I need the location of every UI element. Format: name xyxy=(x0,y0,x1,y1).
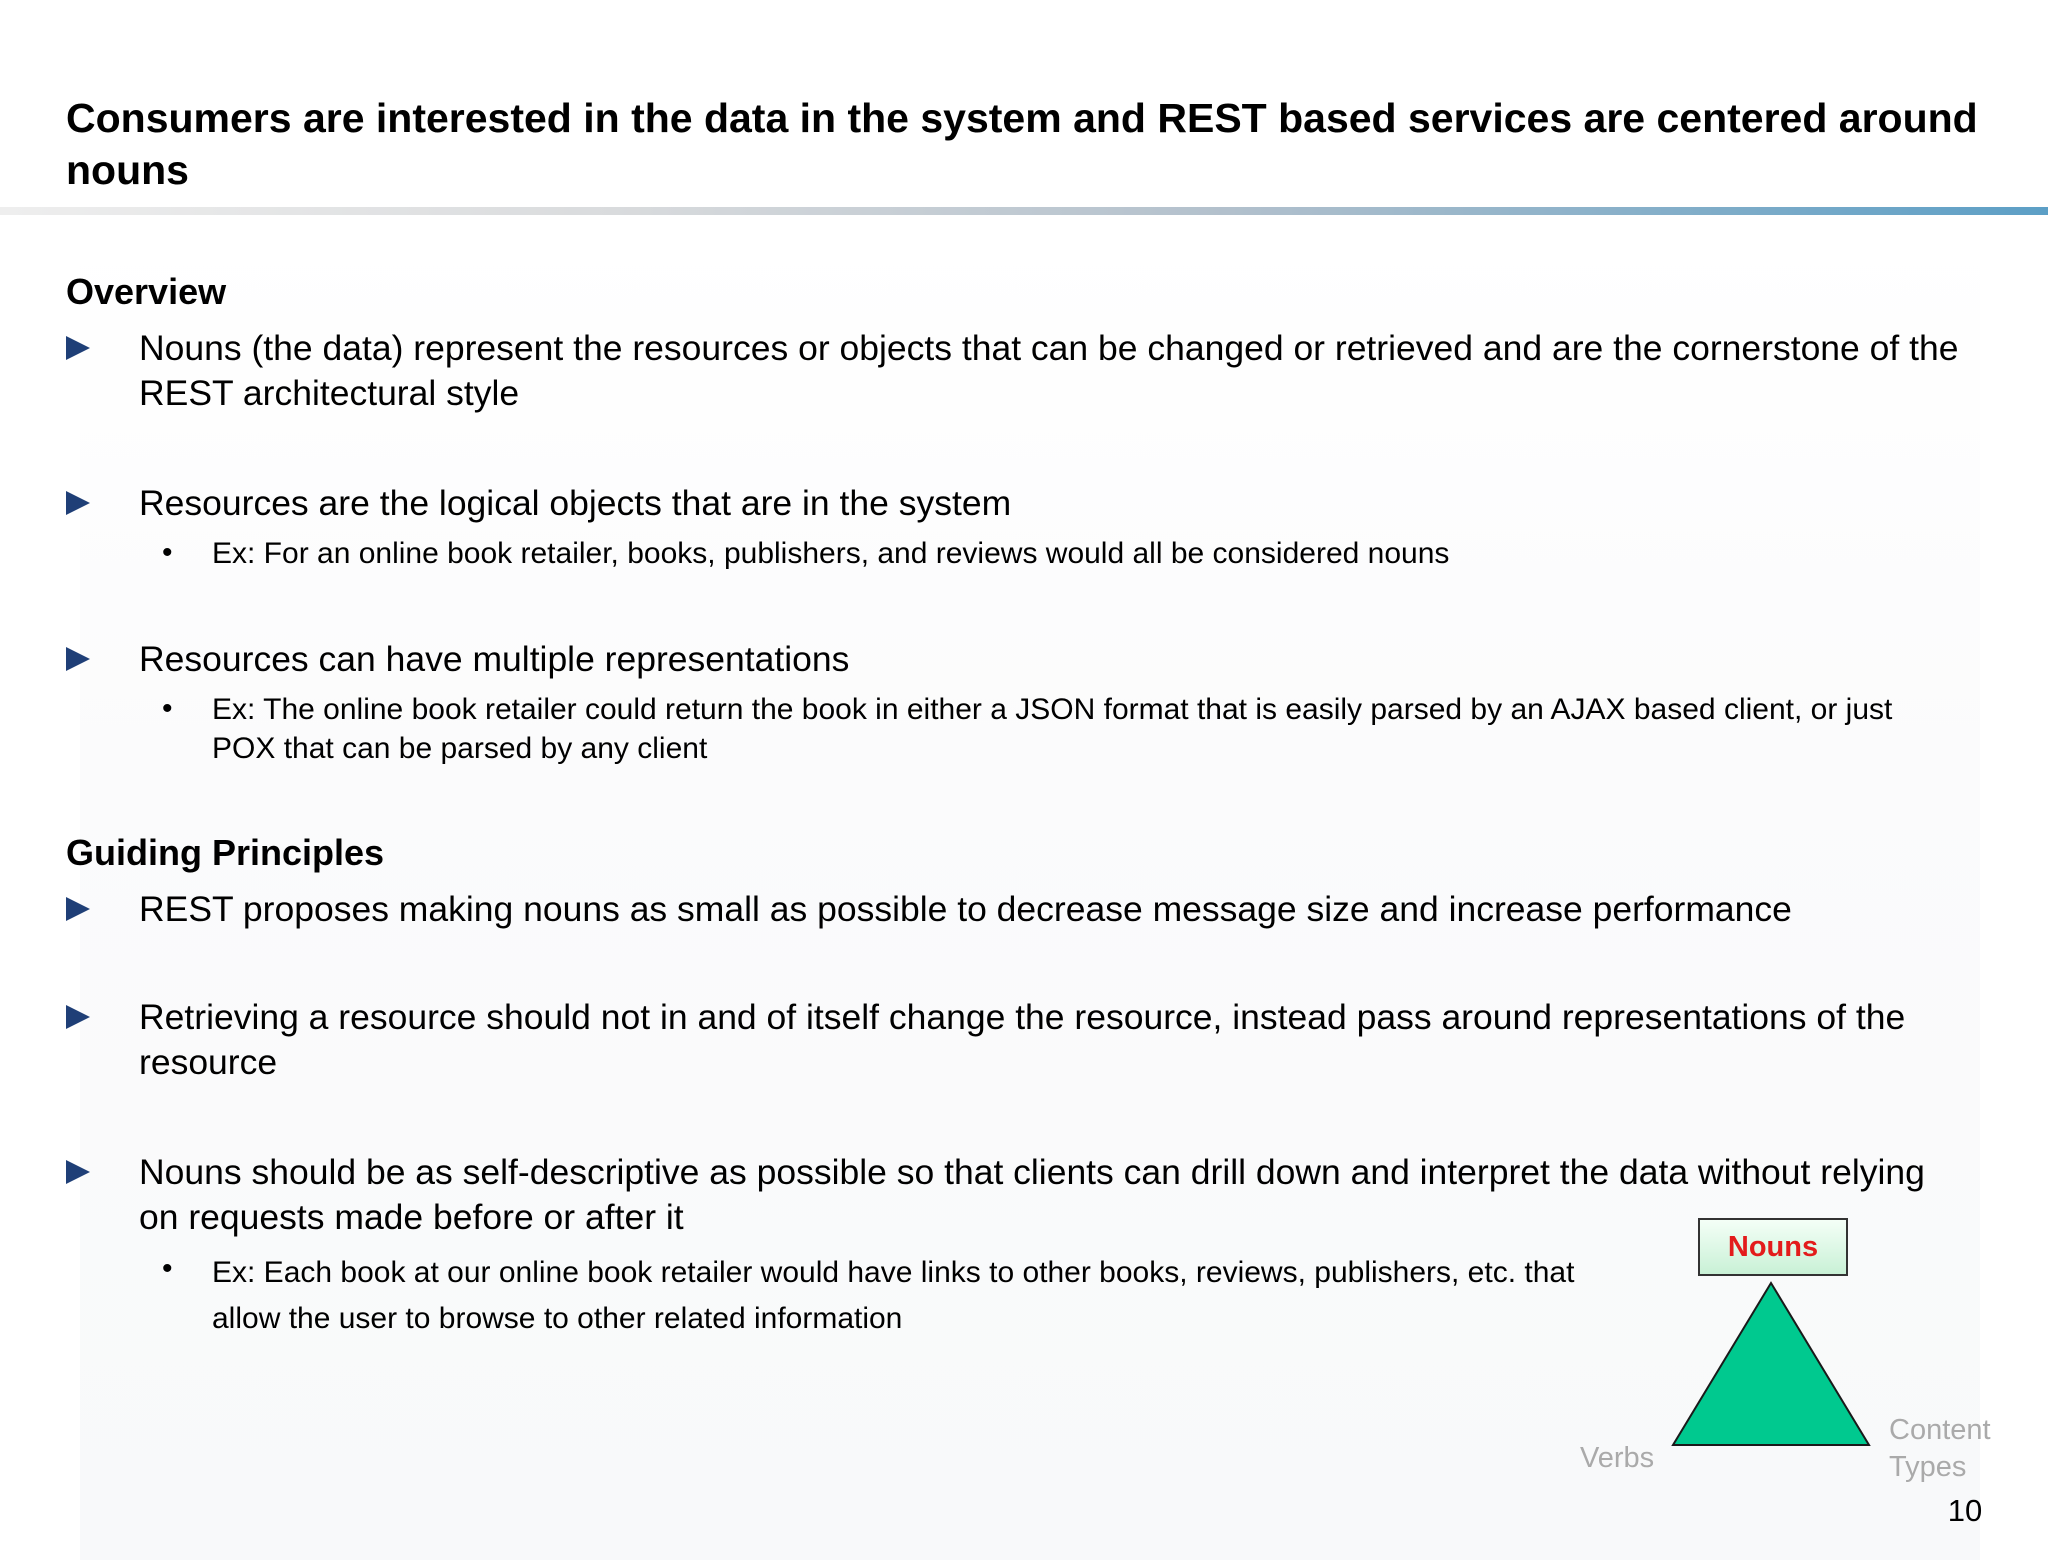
principle-bullet-self-descriptive xyxy=(66,1150,1946,1240)
nouns-label-box: Nouns xyxy=(1698,1218,1848,1276)
bullet-text: Nouns (the data) represent the resources or objects that can be changed or retrieved and are the cornerstone of the REST architectural style xyxy=(139,328,1959,413)
verbs-label: Verbs xyxy=(1580,1442,1655,1474)
bullet-text: Resources can have multiple representations xyxy=(139,639,850,679)
overview-bullet-resources xyxy=(66,481,1996,526)
bullet-text: Resources are the logical objects that are in the system xyxy=(139,483,1012,523)
bullet-text: Nouns should be as self-descriptive as possible so that clients can drill down and interpret the data without relying on requests made before or after it xyxy=(139,1152,1925,1237)
page-number: 10 xyxy=(1947,1493,1983,1528)
triangle-bullet-icon xyxy=(66,336,90,360)
sub-bullet-text: Ex: For an online book retailer, books, publishers, and reviews would all be considered nouns xyxy=(212,537,1450,570)
triangle-bullet-icon xyxy=(66,491,90,515)
nouns-triangle-icon xyxy=(1673,1283,1869,1445)
triangle-bullet-icon xyxy=(66,897,90,921)
overview-bullet-representations xyxy=(66,637,1996,682)
rest-triangle-diagram xyxy=(1668,1280,1874,1450)
dot-bullet-icon: • xyxy=(162,536,173,569)
triangle-bullet-icon xyxy=(66,1160,90,1184)
principle-bullet-retrieval xyxy=(66,995,1996,1085)
principle-bullet-small-nouns xyxy=(66,887,1996,932)
triangle-bullet-icon xyxy=(66,1005,90,1029)
title-divider xyxy=(0,207,2048,215)
section-heading-guiding-principles: Guiding Principles xyxy=(66,832,385,873)
bullet-text: REST proposes making nouns as small as possible to decrease message size and increase performance xyxy=(139,889,1792,929)
overview-sub-bullet-retailer-nouns xyxy=(162,534,1962,573)
principle-sub-bullet-links xyxy=(162,1250,1582,1342)
overview-sub-bullet-json-pox xyxy=(162,690,1962,768)
bullet-text: Retrieving a resource should not in and of itself change the resource, instead pass around representations of the resource xyxy=(139,997,1906,1082)
overview-bullet-nouns xyxy=(66,326,1996,416)
triangle-bullet-icon xyxy=(66,647,90,671)
dot-bullet-icon: • xyxy=(162,1252,173,1285)
section-heading-overview: Overview xyxy=(66,271,227,312)
sub-bullet-text: Ex: Each book at our online book retailer would have links to other books, reviews, publishers, etc. that allow the user to browse to other related information xyxy=(212,1256,1575,1335)
slide-title: Consumers are interested in the data in the system and REST based services are centered around nouns xyxy=(66,95,1978,193)
sub-bullet-text: Ex: The online book retailer could return the book in either a JSON format that is easily parsed by an AJAX based client, or just POX that can be parsed by any client xyxy=(212,693,1893,765)
dot-bullet-icon: • xyxy=(162,692,173,725)
content-types-label: Content Types xyxy=(1889,1414,1991,1483)
